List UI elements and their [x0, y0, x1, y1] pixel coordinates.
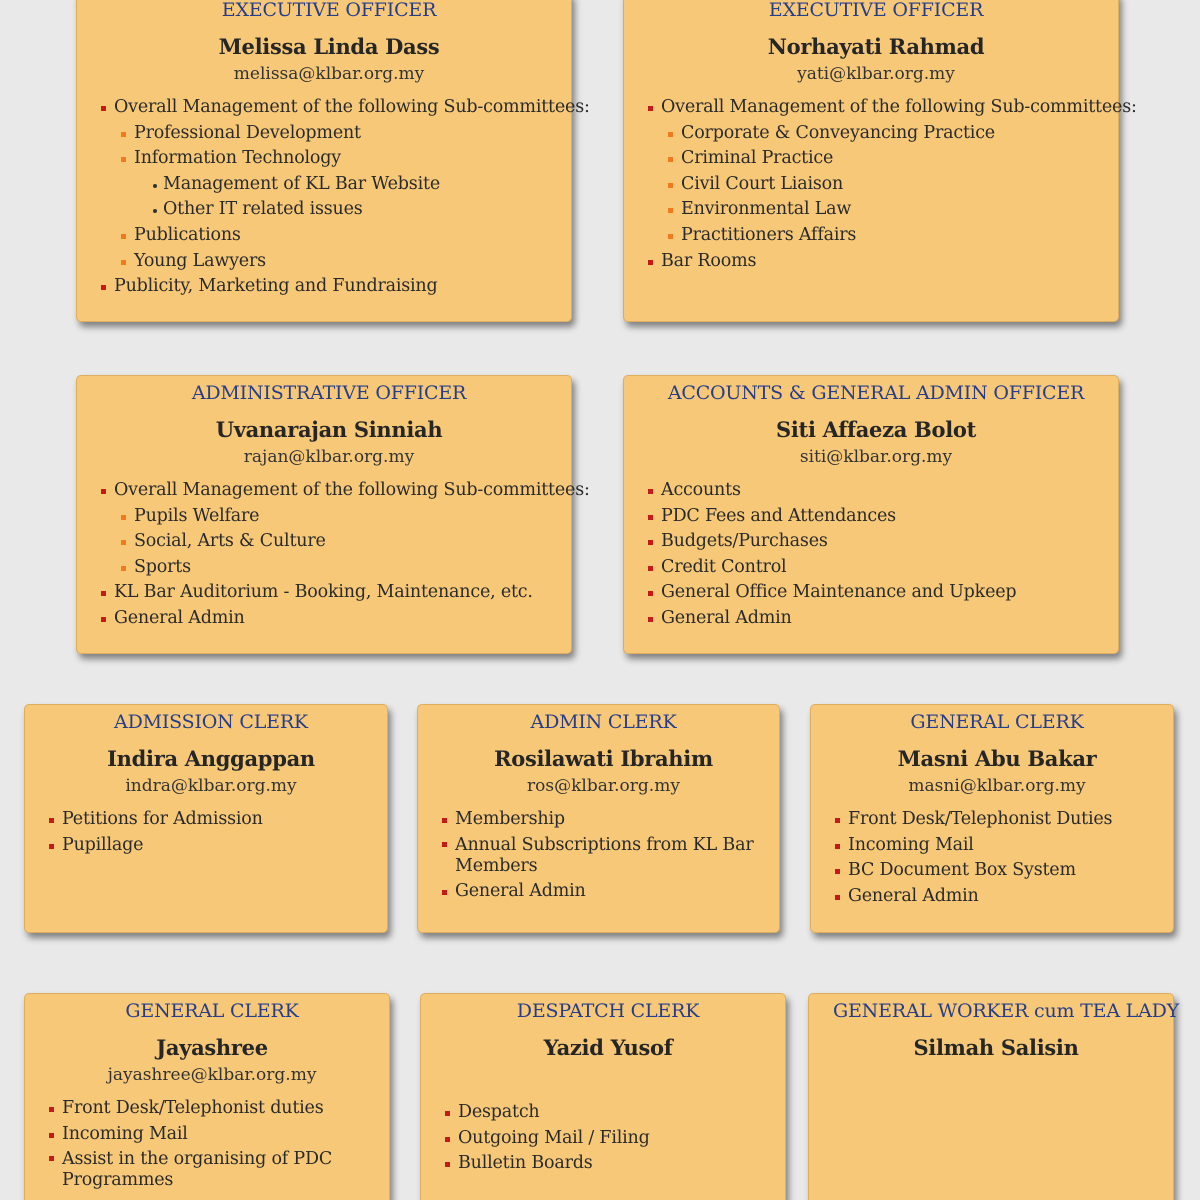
duty-item	[648, 146, 1104, 172]
square-bullet-icon	[835, 818, 840, 823]
duty-text: Young Lawyers	[134, 250, 266, 271]
square-bullet-icon	[442, 890, 447, 895]
duty-text: Despatch	[458, 1102, 540, 1122]
square-bullet-icon	[648, 515, 653, 520]
duty-item	[442, 807, 765, 833]
duty-text: Overall Management of the following Sub-committees:	[114, 480, 590, 500]
square-bullet-icon	[445, 1162, 450, 1167]
duty-text: Bulletin Boards	[458, 1153, 593, 1174]
duty-text: Assist in the organising of PDC Programmes	[62, 1149, 333, 1191]
duty-item	[648, 504, 1104, 530]
duty-text: Credit Control	[661, 556, 787, 577]
square-bullet-icon	[101, 489, 106, 494]
staff-name: Indira Anggappan	[107, 746, 315, 771]
square-bullet-icon	[668, 157, 673, 162]
duty-item	[835, 884, 1159, 910]
square-bullet-icon	[121, 157, 126, 162]
staff-name: Norhayati Rahmad	[767, 34, 985, 59]
square-bullet-icon	[648, 566, 653, 571]
duty-item	[49, 807, 373, 833]
duties-list	[835, 807, 1159, 909]
square-bullet-icon	[121, 260, 126, 265]
duty-item	[49, 1147, 375, 1193]
staff-email: siti@klbar.org.my	[799, 447, 953, 467]
duty-item	[648, 580, 1104, 606]
job-title: GENERAL CLERK	[910, 711, 1084, 733]
duty-text: Civil Court Liaison	[681, 173, 844, 194]
duty-item	[835, 833, 1159, 859]
duty-text: Corporate & Conveyancing Practice	[681, 122, 995, 143]
duties-list	[101, 95, 590, 300]
square-bullet-icon	[668, 132, 673, 137]
duty-item	[445, 1126, 771, 1152]
duty-text: Bar Rooms	[661, 250, 757, 271]
duty-text: General Office Maintenance and Upkeep	[661, 582, 1017, 603]
duty-text: Front Desk/Telephonist duties	[62, 1098, 324, 1118]
duty-text: Environmental Law	[681, 199, 852, 220]
duty-text: Other IT related issues	[163, 199, 363, 220]
job-title: EXECUTIVE OFFICER	[768, 0, 984, 21]
square-bullet-icon	[101, 591, 106, 596]
job-title: ADMIN CLERK	[530, 711, 677, 733]
square-bullet-icon	[445, 1137, 450, 1142]
duty-text: PDC Fees and Attendances	[661, 505, 896, 526]
duty-text: Social, Arts & Culture	[134, 531, 326, 552]
job-title: ACCOUNTS & GENERAL ADMIN OFFICER	[667, 382, 1085, 404]
staff-email: yati@klbar.org.my	[797, 64, 955, 84]
duty-text: Membership	[455, 809, 565, 829]
duty-item	[648, 478, 1104, 504]
duty-item	[648, 249, 1104, 275]
staff-name: Siti Affaeza Bolot	[776, 417, 976, 442]
duties-list	[648, 95, 1137, 274]
duty-item	[49, 1096, 375, 1122]
staff-card	[623, 375, 1119, 654]
duty-item	[101, 197, 557, 223]
job-title: ADMISSION CLERK	[114, 711, 308, 733]
square-bullet-icon	[49, 844, 54, 849]
duty-item	[101, 478, 590, 504]
duty-text: Petitions for Admission	[62, 809, 263, 829]
duty-item	[101, 95, 590, 121]
duty-item	[49, 1122, 375, 1148]
duty-text: Information Technology	[134, 148, 341, 169]
duty-text: General Admin	[661, 607, 792, 628]
duty-text: Outgoing Mail / Filing	[458, 1127, 650, 1148]
staff-email: rajan@klbar.org.my	[243, 447, 415, 467]
duty-item	[648, 121, 1104, 147]
duty-text: Criminal Practice	[681, 148, 834, 169]
duty-item	[49, 833, 373, 859]
duty-item	[835, 807, 1159, 833]
square-bullet-icon	[835, 895, 840, 900]
duty-text: KL Bar Auditorium - Booking, Maintenance, etc.	[114, 582, 533, 603]
square-bullet-icon	[121, 566, 126, 571]
duty-item	[442, 879, 765, 905]
staff-email: jayashree@klbar.org.my	[107, 1065, 317, 1085]
duty-item	[101, 146, 557, 172]
square-bullet-icon	[49, 1156, 54, 1161]
duties-list	[648, 478, 1104, 632]
duty-item	[835, 858, 1159, 884]
square-bullet-icon	[49, 818, 54, 823]
duty-item	[101, 504, 557, 530]
square-bullet-icon	[648, 617, 653, 622]
job-title: GENERAL CLERK	[125, 1000, 299, 1022]
duty-item	[648, 555, 1104, 581]
duty-text: Pupillage	[62, 834, 144, 855]
job-title: EXECUTIVE OFFICER	[221, 0, 437, 21]
square-bullet-icon	[445, 1111, 450, 1116]
square-bullet-icon	[121, 540, 126, 545]
staff-card	[24, 704, 388, 933]
square-bullet-icon	[121, 132, 126, 137]
duty-item	[648, 197, 1104, 223]
duty-text: Publicity, Marketing and Fundraising	[114, 276, 438, 297]
square-bullet-icon	[442, 842, 447, 847]
duty-text: Budgets/Purchases	[661, 531, 828, 552]
staff-email: ros@klbar.org.my	[527, 776, 680, 796]
duty-text: Professional Development	[134, 122, 361, 143]
duty-text: General Admin	[455, 880, 586, 901]
square-bullet-icon	[648, 591, 653, 596]
staff-name: Uvanarajan Sinniah	[215, 417, 443, 442]
duty-text: Sports	[134, 556, 191, 577]
square-bullet-icon	[668, 234, 673, 239]
dot-bullet-icon	[153, 209, 157, 213]
job-title: DESPATCH CLERK	[516, 1000, 700, 1022]
staff-name: Melissa Linda Dass	[218, 34, 440, 59]
duty-item	[101, 121, 557, 147]
duty-item	[101, 606, 557, 632]
square-bullet-icon	[49, 1133, 54, 1138]
staff-name: Silmah Salisin	[913, 1035, 1079, 1060]
duty-item	[648, 95, 1137, 121]
duty-text: Accounts	[661, 480, 741, 500]
duties-list	[442, 807, 765, 904]
duty-text: Management of KL Bar Website	[163, 173, 440, 194]
square-bullet-icon	[835, 844, 840, 849]
square-bullet-icon	[442, 818, 447, 823]
staff-name: Masni Abu Bakar	[897, 746, 1097, 771]
square-bullet-icon	[648, 540, 653, 545]
staff-card	[810, 704, 1174, 933]
square-bullet-icon	[101, 106, 106, 111]
duty-item	[648, 529, 1104, 555]
square-bullet-icon	[668, 208, 673, 213]
duties-list	[49, 1096, 375, 1193]
staff-email: melissa@klbar.org.my	[233, 64, 425, 84]
duty-text: Overall Management of the following Sub-committees:	[114, 97, 590, 117]
duty-text: Incoming Mail	[848, 834, 974, 855]
square-bullet-icon	[648, 260, 653, 265]
staff-card	[417, 704, 780, 933]
duty-text: Practitioners Affairs	[681, 224, 857, 245]
square-bullet-icon	[835, 869, 840, 874]
duty-text: Publications	[134, 224, 241, 245]
duty-item	[445, 1100, 771, 1126]
duty-item	[101, 580, 557, 606]
duty-item	[648, 172, 1104, 198]
duty-item	[101, 555, 557, 581]
duties-list	[49, 807, 373, 858]
duty-item	[648, 606, 1104, 632]
duties-list	[445, 1100, 771, 1177]
job-title: GENERAL WORKER cum TEA LADY	[833, 1000, 1179, 1022]
staff-email: masni@klbar.org.my	[908, 776, 1086, 796]
square-bullet-icon	[121, 234, 126, 239]
staff-email: indra@klbar.org.my	[125, 776, 297, 796]
square-bullet-icon	[648, 489, 653, 494]
square-bullet-icon	[121, 515, 126, 520]
staff-name: Jayashree	[156, 1035, 268, 1060]
job-title: ADMINISTRATIVE OFFICER	[191, 382, 467, 404]
staff-card	[24, 993, 390, 1200]
staff-card	[76, 375, 590, 654]
square-bullet-icon	[648, 106, 653, 111]
duty-text: General Admin	[114, 607, 245, 628]
duty-item	[101, 223, 557, 249]
duty-text: Annual Subscriptions from KL Bar Members	[455, 834, 754, 876]
staff-card	[623, 0, 1137, 322]
duty-text: Front Desk/Telephonist Duties	[848, 809, 1113, 829]
duty-item	[445, 1151, 771, 1177]
duty-item	[101, 172, 557, 198]
duty-text: Incoming Mail	[62, 1123, 188, 1144]
staff-card	[76, 0, 590, 322]
square-bullet-icon	[49, 1107, 54, 1112]
duty-item	[648, 223, 1104, 249]
staff-card	[808, 993, 1179, 1200]
square-bullet-icon	[668, 183, 673, 188]
duty-text: BC Document Box System	[848, 860, 1076, 881]
duty-text: Pupils Welfare	[134, 505, 260, 526]
square-bullet-icon	[101, 617, 106, 622]
duty-item	[442, 833, 765, 879]
duties-list	[101, 478, 590, 632]
square-bullet-icon	[101, 285, 106, 290]
duty-item	[101, 249, 557, 275]
staff-name: Yazid Yusof	[543, 1035, 673, 1060]
duty-text: General Admin	[848, 885, 979, 906]
duty-text: Overall Management of the following Sub-committees:	[661, 97, 1137, 117]
duty-item	[101, 274, 557, 300]
staff-card	[420, 993, 786, 1200]
duty-item	[101, 529, 557, 555]
dot-bullet-icon	[153, 184, 157, 188]
staff-name: Rosilawati Ibrahim	[494, 746, 713, 771]
